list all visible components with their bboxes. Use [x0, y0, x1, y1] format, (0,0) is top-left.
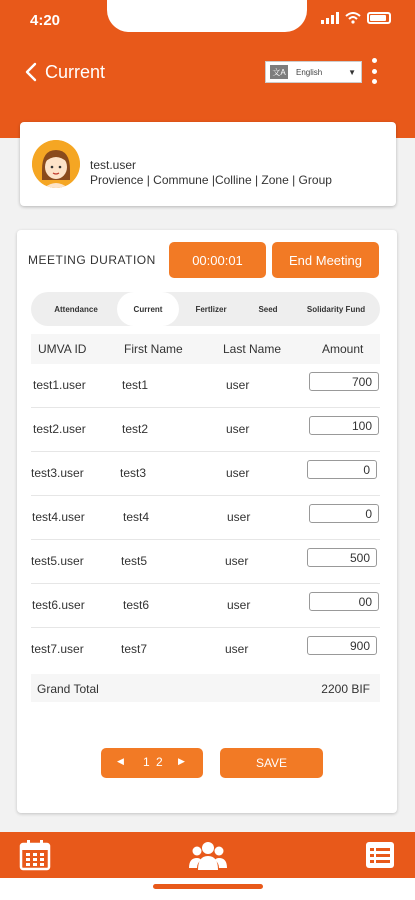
- bottom-nav: [0, 832, 415, 878]
- table-row: [31, 364, 380, 408]
- avatar: [32, 140, 80, 188]
- header-umva-id: UMVA ID: [38, 342, 87, 356]
- page-1[interactable]: 1: [143, 755, 150, 769]
- cell-first-name: test7: [121, 642, 148, 656]
- profile-card: [20, 122, 396, 206]
- table-row: [31, 584, 380, 628]
- prev-page-icon[interactable]: ◀: [117, 756, 124, 766]
- cell-first-name: test2: [122, 422, 149, 436]
- cell-umva-id: test5.user: [31, 554, 84, 568]
- cell-first-name: test5: [121, 554, 148, 568]
- back-arrow-icon[interactable]: [22, 62, 42, 82]
- end-meeting-button[interactable]: End Meeting: [272, 242, 379, 278]
- status-bar: [0, 0, 415, 40]
- tab-bar: [31, 292, 380, 326]
- tab-solidarity-fund[interactable]: Solidarity Fund: [306, 304, 366, 314]
- signal-icon: [321, 12, 339, 24]
- amount-input[interactable]: 900: [307, 636, 377, 655]
- username: test.user: [90, 158, 137, 172]
- home-indicator: [153, 884, 263, 889]
- cell-last-name: user: [226, 422, 250, 436]
- table-row: [31, 540, 380, 584]
- header-amount: Amount: [322, 342, 364, 356]
- cell-umva-id: test4.user: [32, 510, 85, 524]
- cell-last-name: user: [227, 510, 251, 524]
- wifi-icon: [345, 12, 361, 24]
- amount-input[interactable]: 700: [309, 372, 379, 391]
- tab-fertilizer[interactable]: Fertlizer: [195, 304, 227, 314]
- amount-input[interactable]: 00: [309, 592, 379, 611]
- grand-total-label: Grand Total: [37, 682, 99, 696]
- user-location: Provience | Commune |Colline | Zone | Group: [90, 173, 332, 187]
- language-select[interactable]: [265, 61, 362, 83]
- top-nav: [0, 55, 415, 91]
- next-page-icon[interactable]: ▶: [178, 756, 185, 766]
- notch: [107, 0, 307, 32]
- save-button[interactable]: SAVE: [220, 748, 323, 778]
- caret-down-icon: ▼: [348, 67, 356, 77]
- table-row: [31, 496, 380, 540]
- table-row: [31, 408, 380, 452]
- status-icons: [321, 12, 391, 24]
- cell-first-name: test4: [123, 510, 150, 524]
- calendar-icon[interactable]: [19, 839, 51, 871]
- cell-last-name: user: [225, 642, 249, 656]
- tab-attendance[interactable]: Attendance: [54, 304, 98, 314]
- table-row: [31, 628, 380, 672]
- cell-umva-id: test3.user: [31, 466, 84, 480]
- cell-first-name: test6: [123, 598, 150, 612]
- cell-umva-id: test7.user: [31, 642, 84, 656]
- tab-current[interactable]: Current: [117, 292, 179, 326]
- cell-last-name: user: [226, 466, 250, 480]
- grand-total-value: 2200 BIF: [321, 682, 370, 696]
- status-time: 4:20: [30, 12, 61, 29]
- page-title: Current: [45, 62, 106, 82]
- battery-icon: [367, 12, 391, 24]
- amount-input[interactable]: 0: [309, 504, 379, 523]
- cell-umva-id: test2.user: [33, 422, 86, 436]
- meeting-card: [17, 230, 397, 813]
- amount-input[interactable]: 500: [307, 548, 377, 567]
- grand-total-row: [31, 674, 380, 702]
- cell-first-name: test3: [120, 466, 147, 480]
- header-first-name: First Name: [124, 342, 183, 356]
- meeting-duration-label: MEETING DURATION: [28, 253, 156, 267]
- tab-seed[interactable]: Seed: [258, 304, 278, 314]
- amount-input[interactable]: 100: [309, 416, 379, 435]
- header-last-name: Last Name: [223, 342, 282, 356]
- group-icon[interactable]: [188, 839, 228, 871]
- cell-last-name: user: [225, 554, 249, 568]
- pagination: [101, 748, 203, 778]
- meeting-timer: 00:00:01: [169, 242, 266, 278]
- table-row: [31, 452, 380, 496]
- cell-last-name: user: [226, 378, 250, 392]
- language-value: English: [296, 67, 323, 77]
- cell-last-name: user: [227, 598, 251, 612]
- cell-umva-id: test1.user: [33, 378, 86, 392]
- table-header: [31, 334, 380, 364]
- more-menu-icon[interactable]: [370, 58, 378, 84]
- translate-icon: 文A: [270, 65, 288, 79]
- page-2[interactable]: 2: [156, 755, 163, 769]
- amount-input[interactable]: 0: [307, 460, 377, 479]
- cell-first-name: test1: [122, 378, 149, 392]
- cell-umva-id: test6.user: [32, 598, 85, 612]
- list-icon[interactable]: [364, 839, 396, 871]
